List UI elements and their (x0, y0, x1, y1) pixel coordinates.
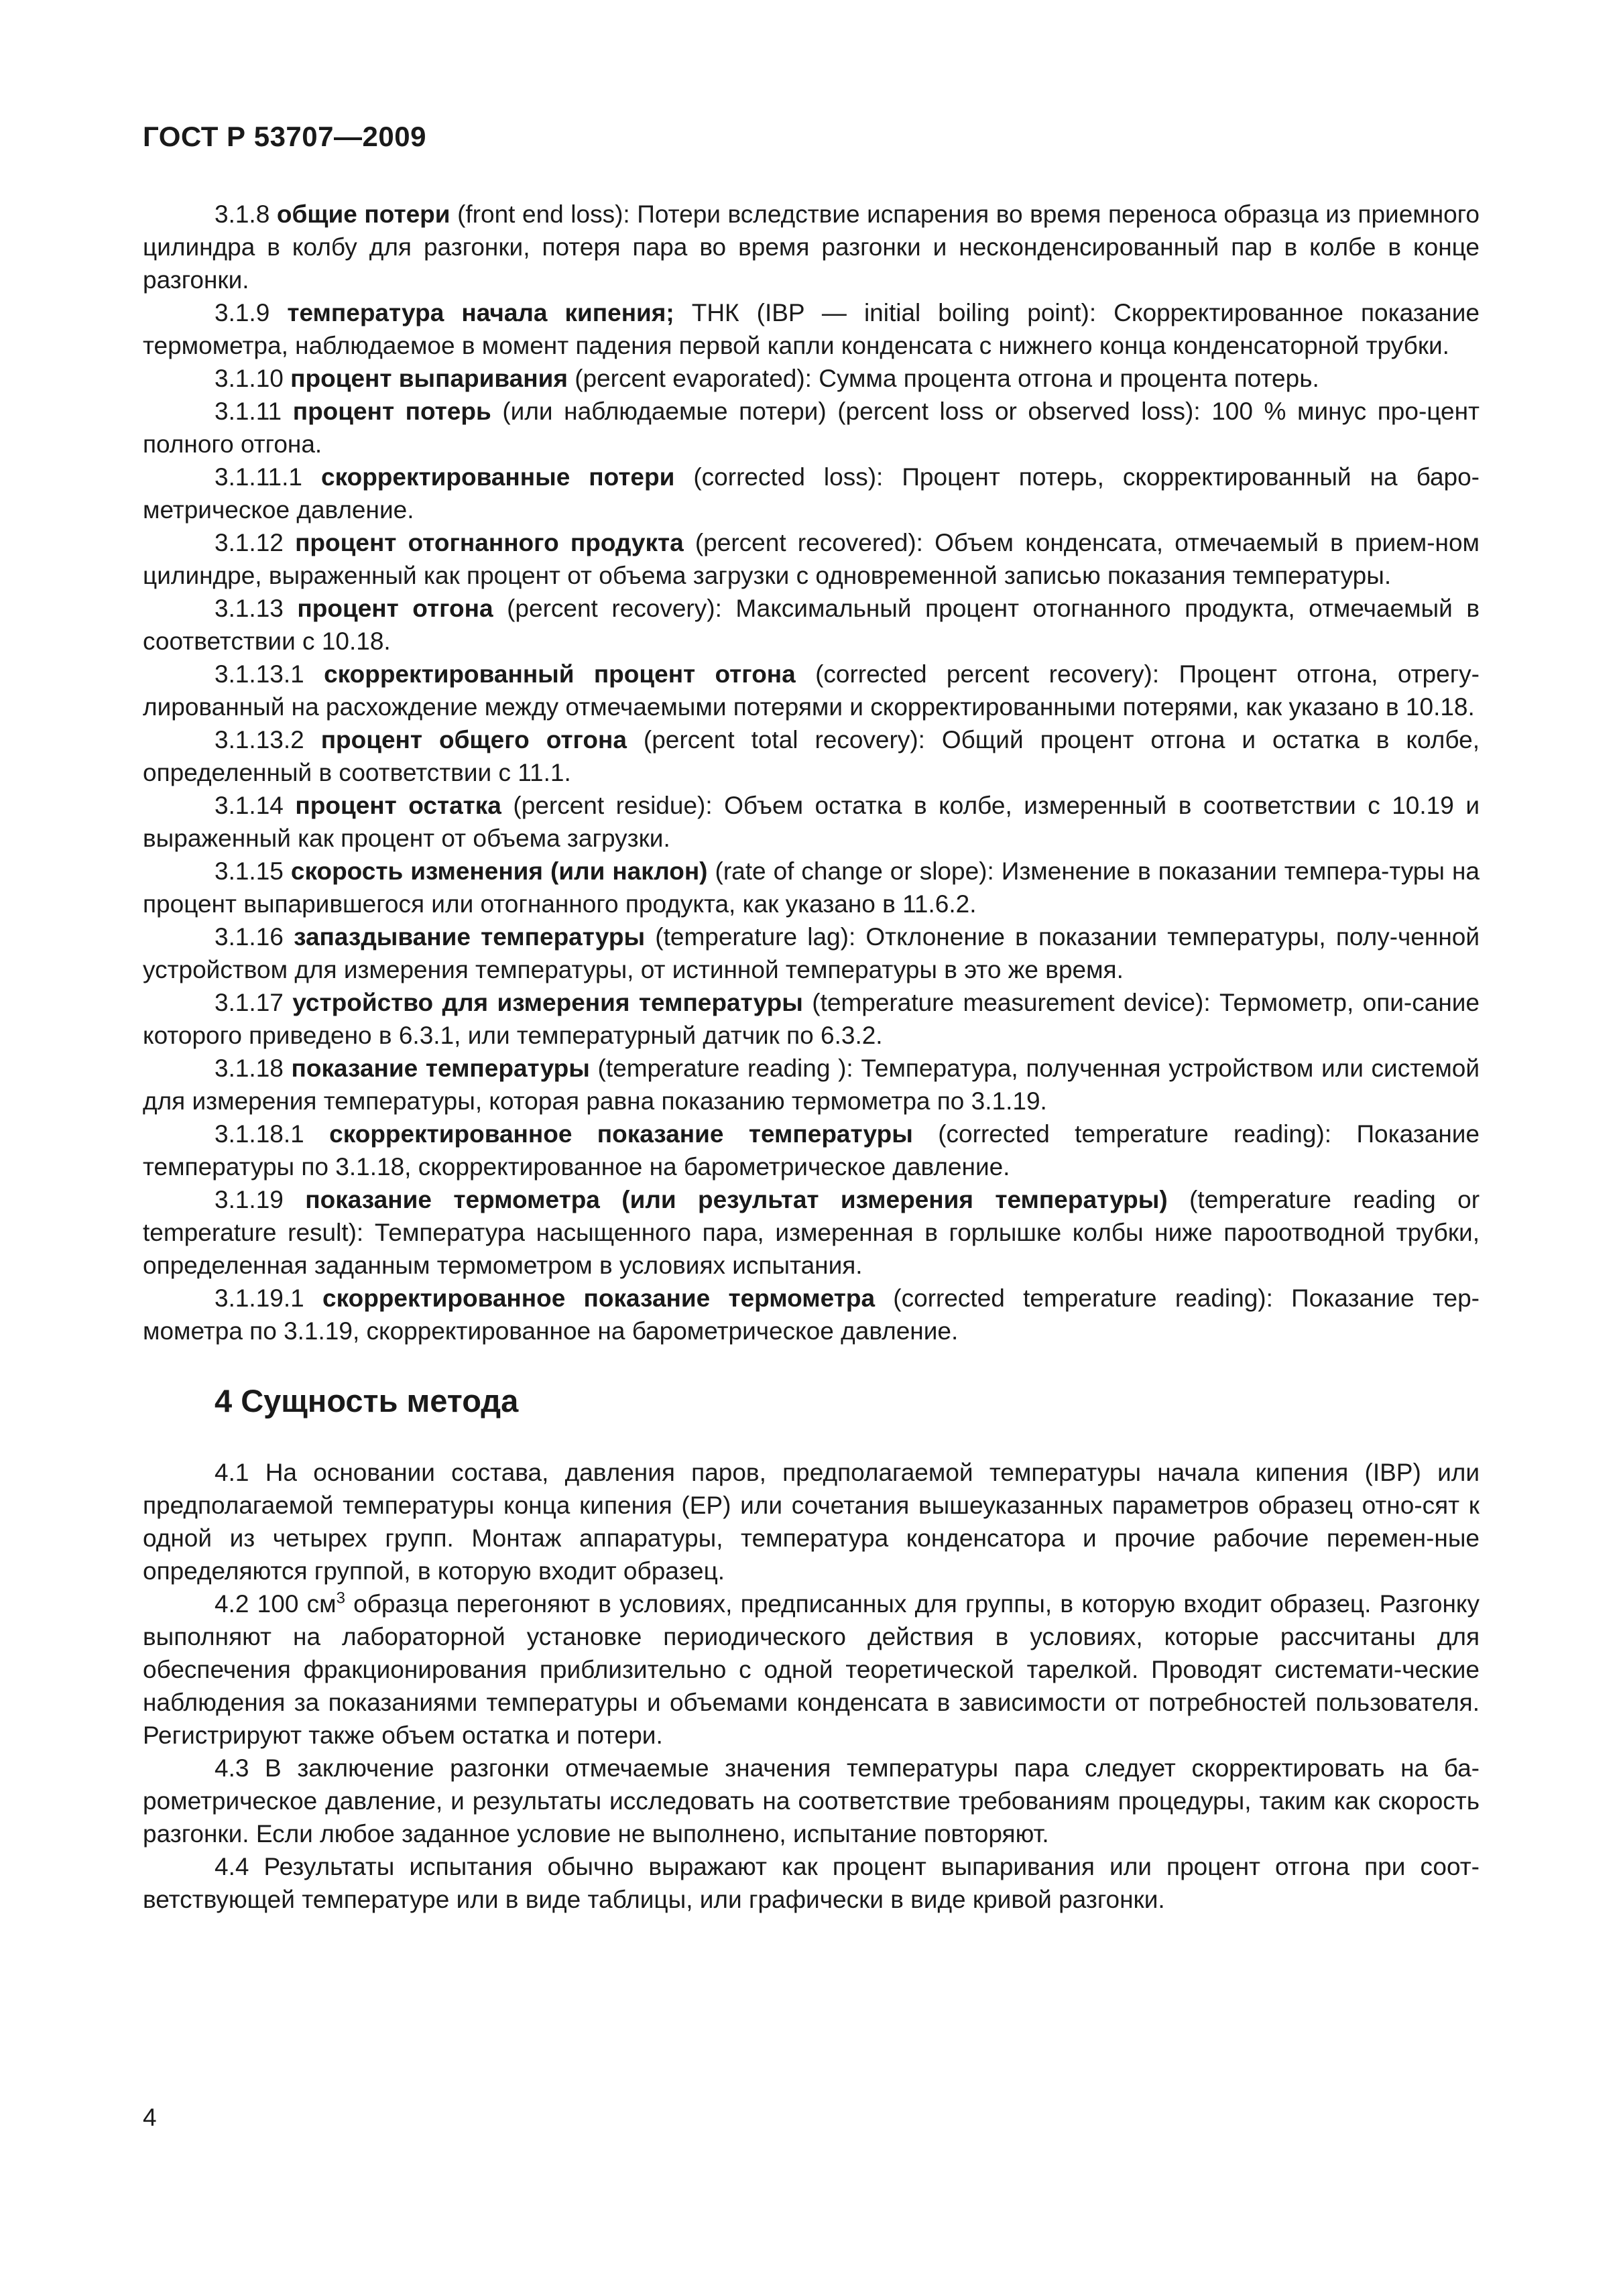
section-4-title: 4 Сущность метода (215, 1383, 519, 1418)
def-text: (или наблюдаемые потери) (percent loss or observed loss): 100 % минус про-цент полного отгона. (143, 398, 1480, 458)
def-number: 3.1.11 (215, 398, 282, 425)
def-text: (rate of change or slope): Изменение в показании темпера-туры на процент выпарившегося или отогнанного продукта, как указано в 11.6.2. (143, 857, 1480, 918)
def-term: процент остатка (295, 792, 501, 819)
def-term: показание температуры (291, 1054, 590, 1082)
superscript-three: 3 (336, 1589, 345, 1608)
def-text: (percent recovery): Максимальный процент отогнанного продукта, отмечаемый в соответствии с 10.18. (143, 595, 1480, 655)
def-number: 3.1.18.1 (215, 1120, 304, 1148)
def-term: процент общего отгона (320, 726, 627, 753)
page-content (143, 198, 1480, 1916)
def-term: скорость изменения (или наклон) (290, 857, 708, 885)
definitions-list (143, 198, 1480, 1347)
definition-3-1-11-1 (143, 461, 1480, 526)
definition-3-1-19 (143, 1183, 1480, 1282)
def-number: 3.1.13.2 (215, 726, 304, 753)
def-number: 3.1.12 (215, 529, 284, 556)
definition-3-1-10 (143, 362, 1480, 395)
definition-3-1-12 (143, 526, 1480, 592)
section-4-1: 4.1 На основании состава, давления паров, предполагаемой температуры начала кипения (IBP) или предполагаемой температуры конца кипения (EP) или сочетания вышеуказанных параметров образец отно-сят к одной из четырех групп. Монтаж аппаратуры, температура конденсатора и прочие рабочие перемен-ные определяются группой, в которую входит образец. (143, 1459, 1480, 1585)
def-number: 3.1.11.1 (215, 463, 302, 491)
def-number: 3.1.10 (215, 365, 284, 392)
def-number: 3.1.14 (215, 792, 284, 819)
section-4-2-start: 4.2 100 см (215, 1590, 337, 1618)
def-number: 3.1.18 (215, 1054, 284, 1082)
def-term: скорректированное показание температуры (329, 1120, 913, 1148)
def-text: (temperature reading ): Температура, полученная устройством или системой для измерения температуры, которая равна показанию термометра по 3.1.19. (143, 1054, 1480, 1115)
definition-3-1-14 (143, 789, 1480, 855)
def-text: (percent evaporated): Сумма процента отгона и процента потерь. (567, 365, 1319, 392)
def-number: 3.1.17 (215, 989, 284, 1016)
section-4-2-rest: образца перегоняют в условиях, предписанных для группы, в которую входит образец. Разгонку выполняют на лабораторной установке периодического действия в условиях, которые рассчитаны для обеспечения фракционирования приблизительно с одной теоретической тарелкой. Проводят системати-ческие наблюдения за показаниями температуры и объемами конденсата в зависимости от потребностей пользователя. Регистрируют также объем остатка и потери. (143, 1590, 1480, 1749)
def-text: (front end loss): Потери вследствие испарения во время переноса образца из приемного цилиндра в колбу для разгонки, потеря пара во время разгонки и несконденсированный пар в колбе в конце разгонки. (143, 200, 1480, 294)
document-header: ГОСТ Р 53707—2009 (143, 121, 426, 152)
def-term: показание термометра (или результат измерения температуры) (305, 1186, 1168, 1213)
section-4-3: 4.3 В заключение разгонки отмечаемые значения температуры пара следует скорректировать на ба-рометрическое давление, и результаты исследовать на соответствие требованиям процедуры, таким как скорость разгонки. Если любое заданное условие не выполнено, испытание повторяют. (143, 1754, 1480, 1848)
def-number: 3.1.8 (215, 200, 270, 228)
def-term: процент отогнанного продукта (295, 529, 684, 556)
definition-3-1-19-1 (143, 1282, 1480, 1347)
def-number: 3.1.16 (215, 923, 284, 951)
def-number: 3.1.19.1 (215, 1284, 304, 1312)
definition-3-1-13-1 (143, 658, 1480, 723)
def-term: скорректированные потери (321, 463, 675, 491)
def-term: процент выпаривания (290, 365, 568, 392)
definition-3-1-17 (143, 986, 1480, 1052)
definition-3-1-15 (143, 855, 1480, 920)
definition-3-1-18-1 (143, 1117, 1480, 1183)
def-term: процент потерь (292, 398, 491, 425)
section-4-4: 4.4 Результаты испытания обычно выражают как процент выпаривания или процент отгона при соот-ветствующей температуре или в виде таблицы, или графически в виде кривой разгонки. (143, 1853, 1480, 1913)
def-term: устройство для измерения температуры (292, 989, 803, 1016)
def-term: общие потери (276, 200, 450, 228)
definition-3-1-13-2 (143, 723, 1480, 789)
def-number: 3.1.15 (215, 857, 284, 885)
definition-3-1-16 (143, 920, 1480, 986)
def-text: (percent recovered): Объем конденсата, отмечаемый в прием-ном цилиндре, выраженный как процент от объема загрузки с одновременной записью показания температуры. (143, 529, 1480, 589)
def-text: (temperature measurement device): Термометр, опи-сание которого приведено в 6.3.1, или температурный датчик по 6.3.2. (143, 989, 1480, 1049)
def-term: температура начала кипения; (287, 299, 674, 326)
def-text: (corrected temperature reading): Показание температуры по 3.1.18, скорректированное на барометрическое давление. (143, 1120, 1480, 1181)
definition-3-1-13 (143, 592, 1480, 658)
definition-3-1-11 (143, 395, 1480, 461)
definition-3-1-9 (143, 296, 1480, 362)
def-text: (temperature lag): Отклонение в показании температуры, полу-ченной устройством для измерения температуры, от истинной температуры в это же время. (143, 923, 1480, 983)
definition-3-1-18 (143, 1052, 1480, 1117)
def-term: процент отгона (297, 595, 493, 622)
def-text: ТНК (IBP — initial boiling point): Скорректированное показание термометра, наблюдаемое в момент падения первой капли конденсата с нижнего конца конденсаторной трубки. (143, 299, 1480, 359)
def-text: (corrected loss): Процент потерь, скорректированный на баро-метрическое давление. (143, 463, 1480, 524)
page-number: 4 (143, 2104, 157, 2131)
def-text: (percent total recovery): Общий процент отгона и остатка в колбе, определенный в соответствии с 11.1. (143, 726, 1480, 786)
def-term: запаздывание температуры (294, 923, 646, 951)
def-number: 3.1.13.1 (215, 660, 304, 688)
def-text: (temperature reading or temperature result): Температура насыщенного пара, измеренная в горлышке колбы ниже пароотводной трубки, определенная заданным термометром в условиях испытания. (143, 1186, 1480, 1279)
def-number: 3.1.9 (215, 299, 270, 326)
def-text: (corrected percent recovery): Процент отгона, отрегу-лированный на расхождение между отмечаемыми потерями и скорректированными потерями, как указано в 10.18. (143, 660, 1480, 721)
section-4-2 (143, 1587, 1480, 1752)
def-text: (percent residue): Объем остатка в колбе, измеренный в соответствии с 10.19 и выраженный как процент от объема загрузки. (143, 792, 1480, 852)
def-number: 3.1.19 (215, 1186, 284, 1213)
def-number: 3.1.13 (215, 595, 284, 622)
definition-3-1-8 (143, 198, 1480, 296)
def-text: (corrected temperature reading): Показание тер-мометра по 3.1.19, скорректированное на барометрическое давление. (143, 1284, 1480, 1345)
def-term: скорректированное показание термометра (322, 1284, 876, 1312)
def-term: скорректированный процент отгона (324, 660, 796, 688)
